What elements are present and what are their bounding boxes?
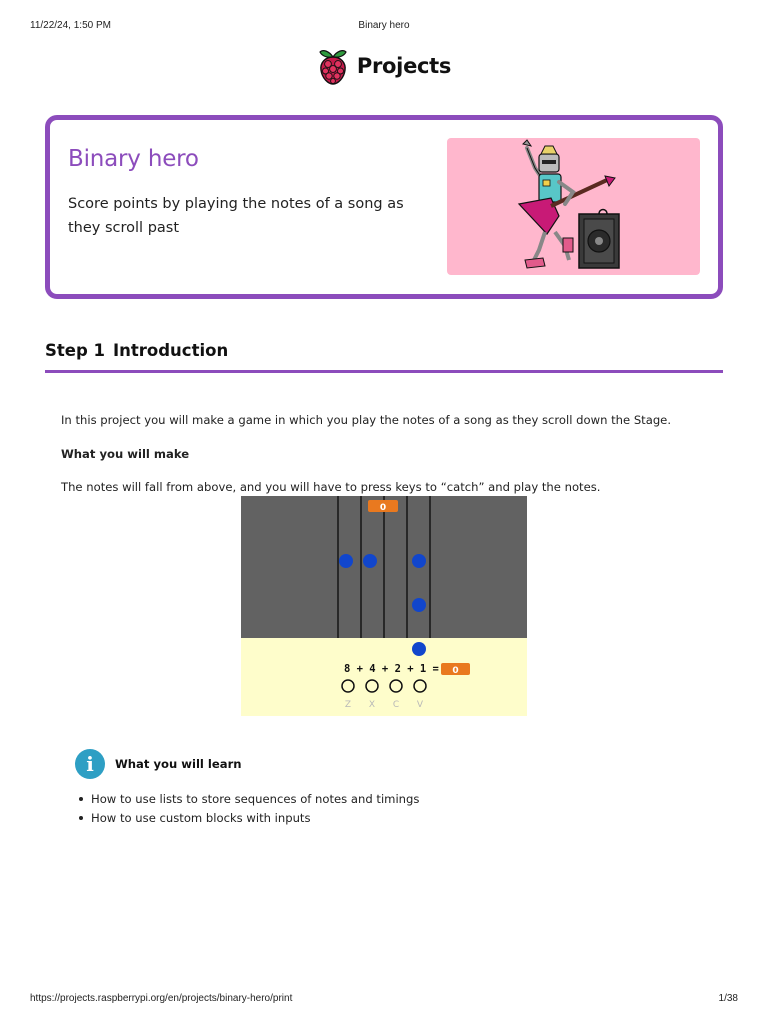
list-item: How to use lists to store sequences of notes and timings (78, 790, 419, 809)
brand-label: Projects (356, 54, 452, 78)
step-header (45, 339, 723, 373)
game-preview (241, 496, 527, 716)
project-description: Score points by playing the notes of a song as they scroll past (68, 196, 404, 236)
list-item: How to use custom blocks with inputs (78, 809, 419, 828)
notes-fall-paragraph: The notes will fall from above, and you will have to press keys to “catch” and play the notes. (61, 480, 601, 494)
step-title: Introduction (113, 341, 229, 360)
print-url[interactable]: https://projects.raspberrypi.org/en/projects/binary-hero/print (30, 993, 293, 1004)
info-icon-glyph: i (86, 752, 94, 776)
project-hero-image (447, 138, 700, 275)
key-label-c: C (392, 700, 400, 710)
robot-guitarist-illustration (447, 138, 700, 275)
step-number: Step 1 (45, 341, 105, 360)
top-score-value: 0 (379, 503, 387, 513)
page-number: 1/38 (718, 993, 738, 1004)
falling-note (412, 642, 426, 656)
what-you-will-learn-box (75, 749, 475, 781)
print-title: Binary hero (358, 20, 410, 31)
raspberry-pi-logo-icon (317, 46, 349, 86)
learn-list (78, 790, 419, 827)
falling-note (412, 554, 426, 568)
print-footer (0, 993, 768, 1007)
print-header (0, 18, 768, 32)
project-hero-card (45, 115, 723, 299)
falling-note (363, 554, 377, 568)
key-label-v: V (416, 700, 424, 710)
what-you-will-learn-heading: What you will learn (115, 757, 242, 771)
key-label-x: X (368, 700, 376, 710)
game-stage (241, 496, 527, 716)
project-title: Binary hero (68, 146, 199, 172)
intro-paragraph: In this project you will make a game in which you play the notes of a song as they scroll down the Stage. (61, 413, 672, 427)
answer-value: 0 (452, 666, 459, 676)
falling-note (339, 554, 353, 568)
info-icon (75, 749, 105, 779)
falling-note (412, 598, 426, 612)
key-label-z: Z (344, 700, 352, 710)
binary-equation: 8 + 4 + 2 + 1 = (344, 663, 439, 675)
print-datetime: 11/22/24, 1:50 PM (30, 20, 111, 31)
what-you-will-make-heading: What you will make (61, 447, 190, 461)
brand-header[interactable] (0, 44, 768, 88)
